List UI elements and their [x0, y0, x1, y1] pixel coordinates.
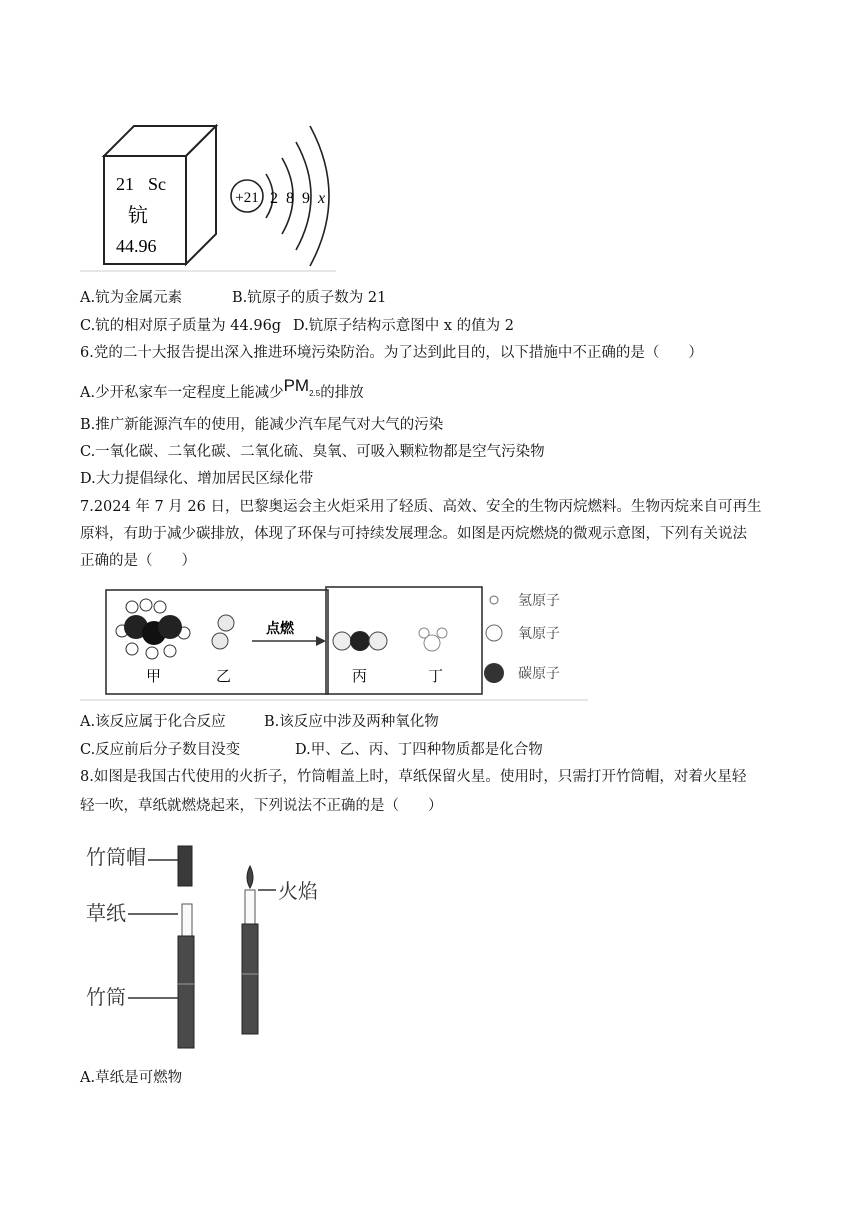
arrow-label-ignite: 点燃 [266, 621, 294, 637]
label-bing: 丙 [352, 667, 368, 685]
nucleus-charge: +21 [235, 190, 259, 206]
q7-stem-line-2: 原料，有助于减少碳排放，体现了环保与可持续发展理念。如图是丙烷燃烧的微观示意图，下列有关说法 [80, 526, 747, 542]
q8-stem-line-2: 轻一吹，草纸就燃烧起来，下列说法不正确的是（ ） [80, 798, 443, 814]
q7-option-d: D.甲、乙、丙、丁四种物质都是化合物 [295, 742, 543, 758]
q6-option-c: C.一氧化碳、二氧化碳、二氧化硫、臭氧、可吸入颗粒物都是空气污染物 [80, 444, 545, 460]
atomic-mass: 44.96 [116, 236, 157, 256]
element-name: 钪 [128, 203, 148, 227]
q5-option-c: C.钪的相对原子质量为 44.96g [80, 318, 282, 334]
q6-option-b: B.推广新能源汽车的使用，能减少汽车尾气对大气的污染 [80, 417, 444, 433]
q7-option-c: C.反应前后分子数目没变 [80, 742, 241, 758]
pm25-formula: PM2.5 [283, 376, 321, 398]
q8-option-a: A.草纸是可燃物 [80, 1070, 183, 1086]
q5-option-a: A.钪为金属元素 [80, 290, 183, 306]
label-bamboo-tube: 竹筒 [86, 985, 126, 1009]
oxygen-molecule [212, 615, 234, 649]
label-ding: 丁 [428, 667, 444, 685]
q7-option-a: A.该反应属于化合反应 [80, 714, 226, 730]
q5-option-b: B.钪原子的质子数为 21 [232, 290, 387, 306]
label-yi: 乙 [216, 667, 232, 685]
label-bamboo-cap: 竹筒帽 [86, 845, 146, 869]
atomic-number: 21 [116, 174, 134, 194]
legend-carbon-icon [484, 663, 504, 683]
flame-icon [247, 866, 253, 888]
label-jia: 甲 [146, 667, 162, 685]
legend-oxygen-icon [486, 625, 502, 641]
q5-option-d: D.钪原子结构示意图中 x 的值为 2 [293, 318, 514, 334]
fire-starter-figure [80, 834, 340, 1060]
legend-carbon: 碳原子 [518, 666, 560, 682]
legend-hydrogen: 氢原子 [518, 593, 560, 609]
label-paper: 草纸 [86, 901, 126, 925]
water-molecule [419, 628, 447, 651]
element-symbol: Sc [148, 174, 166, 194]
label-flame: 火焰 [278, 879, 318, 903]
q6-option-d: D.大力提倡绿化、增加居民区绿化带 [80, 471, 314, 487]
q7-stem-line-1: 7.2024 年 7 月 26 日，巴黎奥运会主火炬采用了轻质、高效、安全的生物丙烷燃料。生物丙烷来自可再生 [80, 499, 762, 515]
scandium-figure [80, 118, 340, 274]
legend-hydrogen-icon [490, 596, 498, 604]
shell-4-electrons: x [318, 190, 326, 207]
shell-3-electrons: 9 [302, 190, 310, 207]
shell-2-electrons: 8 [286, 190, 294, 207]
q6-option-a-tail: 的排放 [320, 385, 364, 401]
q6-option-a-text: A.少开私家车一定程度上能减少 [80, 385, 284, 401]
q6-option-a [80, 376, 364, 405]
q6-stem: 6.党的二十大报告提出深入推进环境污染防治。为了达到此目的，以下措施中不正确的是（ ） [80, 345, 703, 361]
shell-1-electrons: 2 [270, 190, 278, 207]
legend-oxygen: 氧原子 [518, 626, 560, 642]
propane-molecule [116, 599, 190, 659]
q8-stem-line-1: 8.如图是我国古代使用的火折子，竹筒帽盖上时，草纸保留火星。使用时，只需打开竹筒帽，对着火星轻 [80, 769, 747, 785]
q7-stem-line-3: 正确的是（ ） [80, 553, 196, 569]
closed-fire-starter [178, 846, 194, 1048]
carbon-dioxide-molecule [333, 631, 387, 651]
lit-fire-starter [242, 866, 258, 1034]
propane-combustion-figure [80, 583, 590, 703]
q7-option-b: B.该反应中涉及两种氧化物 [264, 714, 439, 730]
